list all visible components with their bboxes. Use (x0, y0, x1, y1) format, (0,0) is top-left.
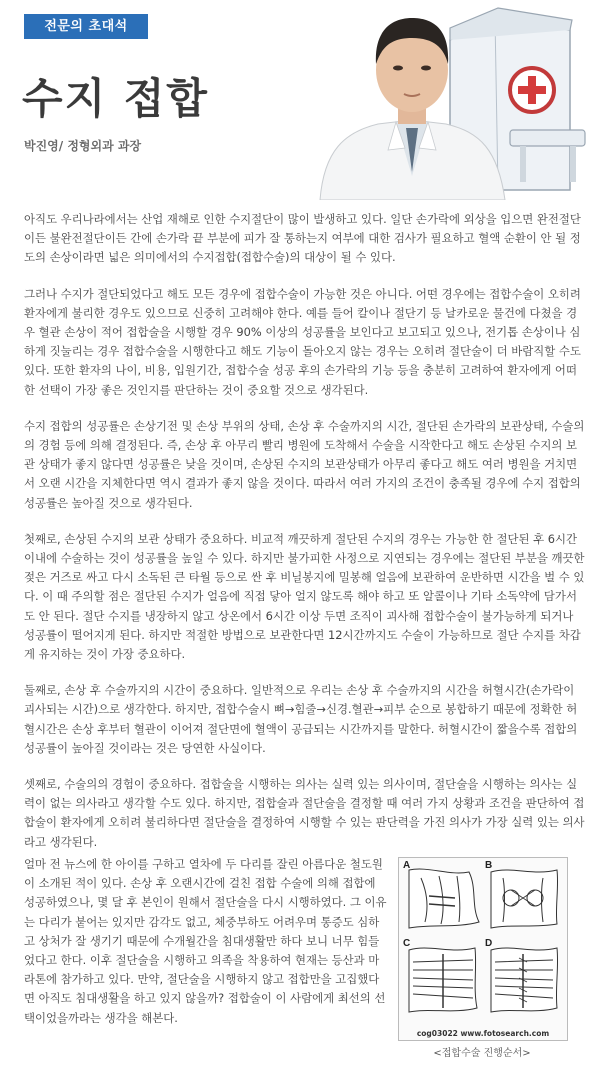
paragraph-news-story: 얼마 전 뉴스에 한 아이를 구하고 열차에 두 다리를 잘린 아름다운 철도원이 소개된 적이 있다. 손상 후 오랜시간에 걸친 접합 수술에 의해 접합에 성공하였으나, 몇 달 후 본인이 원해서 절단술을 다시 시행하였다. 그 이유는 다리가 붙어는 있지만 감각도 없고, 체중부하도 어려우며 통증도 심하고 상처가 잘 생기기 때문에 수개월간을 침대생활만 하다 보니 너무 힘들었다고 한다. 이후 절단술을 시행하고 의족을 착용하여 현재는 등산과 마라톤에 참가하고 있다. 만약, 절단술을 시행하지 않고 접합만을 고집했다면 아직도 침대생활을 하고 있지 않을까? 접합술이 이 사람에게 최선의 선택이었을까라는 생각을 해본다. (24, 857, 387, 1025)
figure-caption: <접합수술 진행순서> (433, 1048, 531, 1059)
figure-credit: cog03022 www.fotosearch.com (416, 1029, 550, 1038)
paragraph-third-experience: 셋째로, 수술의의 경험이 중요하다. 접합술을 시행하는 의사는 실력 있는 의사이며, 절단술을 시행하는 의사는 실력이 없는 의사라고 생각할 수도 있다. 하지만, 접합술과 절단술을 결정할 때 여러 가지 상황과 조건을 판단하여 접합술이 환자에게 오히려 불리하다면 절단술을 결정하여 시행할 수 있는 판단력을 가진 의사가 가장 실력 있는 의사라고 생각된다. (24, 777, 585, 849)
surgery-steps-drawing (399, 858, 567, 1028)
author-byline: 박진영/ 정형외과 과장 (24, 139, 142, 153)
panel-label-d: D (485, 938, 493, 949)
article-title: 수지 접합 (22, 74, 209, 123)
paragraph-intro: 아직도 우리나라에서는 산업 재해로 인한 수지절단이 많이 발생하고 있다. 일단 손가락에 외상을 입으면 완전절단이든 불완전절단이든 간에 손가락 끝 부분에 피가 잘 통하는지 여부에 대한 검사가 필요하고 혈액 순환이 안 될 정도의 손상이라면 넓은 의미에서의 수지접합(접합수술)의 대상이 될 수 있다. (24, 212, 581, 265)
section-badge: 전문의 초대석 (24, 14, 148, 39)
article-body (24, 210, 586, 869)
doctor-hero-illustration (300, 0, 590, 200)
panel-label-a: A (403, 860, 411, 871)
panel-label-c: C (403, 938, 411, 949)
paragraph-success-factors: 수지 접합의 성공률은 손상기전 및 손상 부위의 상태, 손상 후 수술까지의 시간, 절단된 손가락의 보관상태, 수술의의 경험 등에 의해 결정된다. 즉, 손상 후 아무리 빨리 병원에 도착해서 수술을 시작한다고 해도 손상된 수지의 보관 상태가 좋지 않다면 성공률은 낮을 것이며, 손상된 수지의 보관상태가 아무리 좋다고 해도 여러 병원을 거치면서 오랜 시간을 지체한다면 역시 결과가 좋지 않을 것이다. 따라서 여러 가지의 조건이 충족될 경우에 수지 접합의 성공률은 높아질 것으로 생각된다. (24, 418, 585, 510)
panel-label-b: B (485, 860, 493, 871)
paragraph-indications: 그러나 수지가 절단되었다고 해도 모든 경우에 접합수술이 가능한 것은 아니다. 어떤 경우에는 접합수술이 오히려 환자에게 불리한 경우도 있으므로 신중히 고려해야 한다. 예를 들어 칼이나 절단기 등 날카로운 물건에 다쳤을 경우 혈관 손상이 적어 접합술을 시행할 경우 90% 이상의 성공률을 보인다고 보고되고 있으나, 전기톱 손상이나 심하게 짓눌리는 경우 접합수술을 시행한다고 해도 기능이 돌아오지 않는 경우는 오히려 절단술이 더 바람직할 수도 있다. 또한 환자의 나이, 비용, 입원기간, 접합수술 성공 후의 손가락의 기능 등을 충분히 고려하여 환자에게 어떠한 선택이 가장 좋은 것인지를 판단하는 것이 중요할 것으로 생각된다. (24, 286, 581, 397)
paragraph-first-storage: 첫째로, 손상된 수지의 보관 상태가 중요하다. 비교적 깨끗하게 절단된 수지의 경우는 가능한 한 절단된 후 6시간 이내에 수술하는 것이 성공률을 높일 수 있다. 하지만 불가피한 사정으로 지연되는 경우에는 절단된 부분을 깨끗한 젖은 거즈로 싸고 다시 소독된 큰 타월 등으로 싼 후 비닐봉지에 밀봉해 얼음에 보관하여 운반하면 시간을 벌 수 있다. 이 때 주의할 점은 절단된 수지가 얼음에 직접 닿아 얼지 않도록 해야 하고 또 알콜이나 기타 소독약에 담가서도 안 된다. 절단 수지를 냉장하지 않고 상온에서 6시간 이상 두면 조직이 괴사해 접합수술이 불가능하게 되거나 성공률이 떨어지게 된다. 하지만 적절한 방법으로 보관한다면 12시간까지도 수술이 가능하므로 절단 수지를 차갑게 유지하는 것이 가장 중요하다. (24, 531, 585, 662)
paragraph-second-time: 둘째로, 손상 후 수술까지의 시간이 중요하다. 일반적으로 우리는 손상 후 수술까지의 시간을 허혈시간(손가락이 괴사되는 시간)으로 생각한다. 하지만, 접합수술시 뼈→힘줄→신경.혈관→피부 순으로 봉합하기 때문에 정확한 허혈시간은 손상 후부터 혈관이 이어져 절단면에 혈액이 공급되는 시간까지를 말한다. 허혈시간이 짧을수록 접합의 성공률이 높아질 것이라는 것은 당연한 사실이다. (24, 683, 578, 755)
surgery-steps-figure (398, 857, 568, 1041)
